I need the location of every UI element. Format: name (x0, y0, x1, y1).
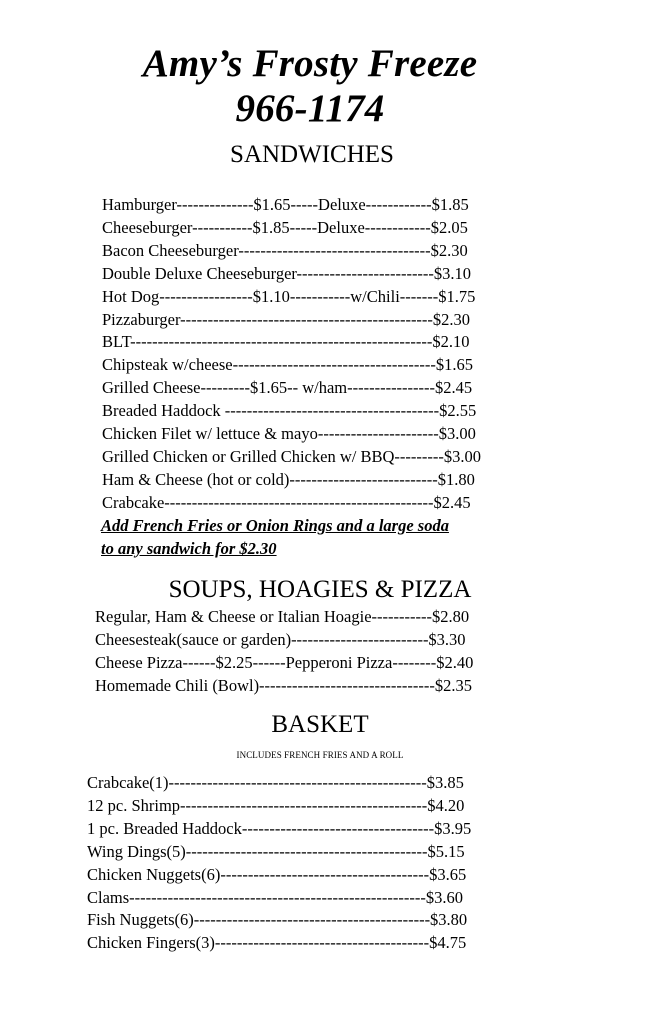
promo-line-1: Add French Fries or Onion Rings and a large soda (101, 516, 449, 535)
sandwich-menu-item: Ham & Cheese (hot or cold)---------------------------$1.80 (102, 469, 475, 489)
sandwich-menu-item: Crabcake-------------------------------------------------$2.45 (102, 492, 471, 512)
sandwich-menu-item: Double Deluxe Cheeseburger-------------------------$3.10 (102, 263, 472, 283)
basket-note: INCLUDES FRENCH FRIES AND A ROLL (236, 750, 404, 760)
sandwich-menu-item: Chicken Filet w/ lettuce & mayo----------------------$3.00 (102, 424, 476, 444)
sandwiches-heading: SANDWICHES (230, 141, 394, 168)
sandwich-menu-item: Hamburger--------------$1.65-----Deluxe------------$1.85 (102, 195, 469, 214)
basket-menu-item: Chicken Nuggets(6)--------------------------------------$3.65 (87, 864, 467, 884)
sandwich-menu-item: BLT-------------------------------------------------------$2.10 (102, 332, 470, 352)
sandwiches-list (102, 194, 572, 515)
promo-line-2: to any sandwich for $2.30 (101, 539, 277, 558)
sandwich-menu-item: Grilled Chicken or Grilled Chicken w/ BBQ---------$3.00 (102, 446, 481, 466)
sandwich-menu-item: Breaded Haddock ---------------------------------------$2.55 (102, 401, 477, 421)
phone-number: 966-1174 (235, 87, 385, 130)
basket-menu-item: Wing Dings(5)--------------------------------------------$5.15 (87, 841, 465, 861)
soups-menu-item: Cheesesteak(sauce or garden)-------------------------$3.30 (95, 629, 466, 649)
sandwich-menu-item: Cheeseburger-----------$1.85-----Deluxe------------$2.05 (102, 217, 468, 237)
basket-menu-item: 1 pc. Breaded Haddock-----------------------------------$3.95 (87, 818, 472, 838)
basket-menu-item: Clams------------------------------------------------------$3.60 (87, 887, 464, 907)
soups-menu-item: Homemade Chili (Bowl)--------------------------------$2.35 (95, 675, 473, 695)
soups-hoagies-pizza-list (95, 606, 565, 698)
basket-menu-item: 12 pc. Shrimp---------------------------------------------$4.20 (87, 795, 465, 815)
soups-menu-item: Regular, Ham & Cheese or Italian Hoagie-----------$2.80 (95, 607, 470, 626)
sandwich-menu-item: Grilled Cheese---------$1.65-- w/ham----------------$2.45 (102, 378, 473, 398)
sandwich-menu-item: Bacon Cheeseburger-----------------------------------$2.30 (102, 240, 468, 260)
sandwich-menu-item: Chipsteak w/cheese-------------------------------------$1.65 (102, 355, 474, 375)
basket-heading: BASKET (271, 711, 369, 738)
restaurant-name: Amy’s Frosty Freeze (142, 42, 478, 85)
basket-menu-item: Crabcake(1)-----------------------------------------------$3.85 (87, 773, 464, 792)
basket-menu-item: Chicken Fingers(3)---------------------------------------$4.75 (87, 933, 467, 953)
basket-list (87, 772, 557, 955)
sandwich-menu-item: Hot Dog-----------------$1.10-----------w/Chili-------$1.75 (102, 286, 476, 306)
soups-hoagies-pizza-heading: SOUPS, HOAGIES & PIZZA (168, 576, 472, 603)
soups-menu-item: Cheese Pizza------$2.25------Pepperoni Pizza--------$2.40 (95, 652, 474, 672)
basket-menu-item: Fish Nuggets(6)-------------------------------------------$3.80 (87, 910, 468, 930)
sandwich-menu-item: Pizzaburger----------------------------------------------$2.30 (102, 309, 471, 329)
